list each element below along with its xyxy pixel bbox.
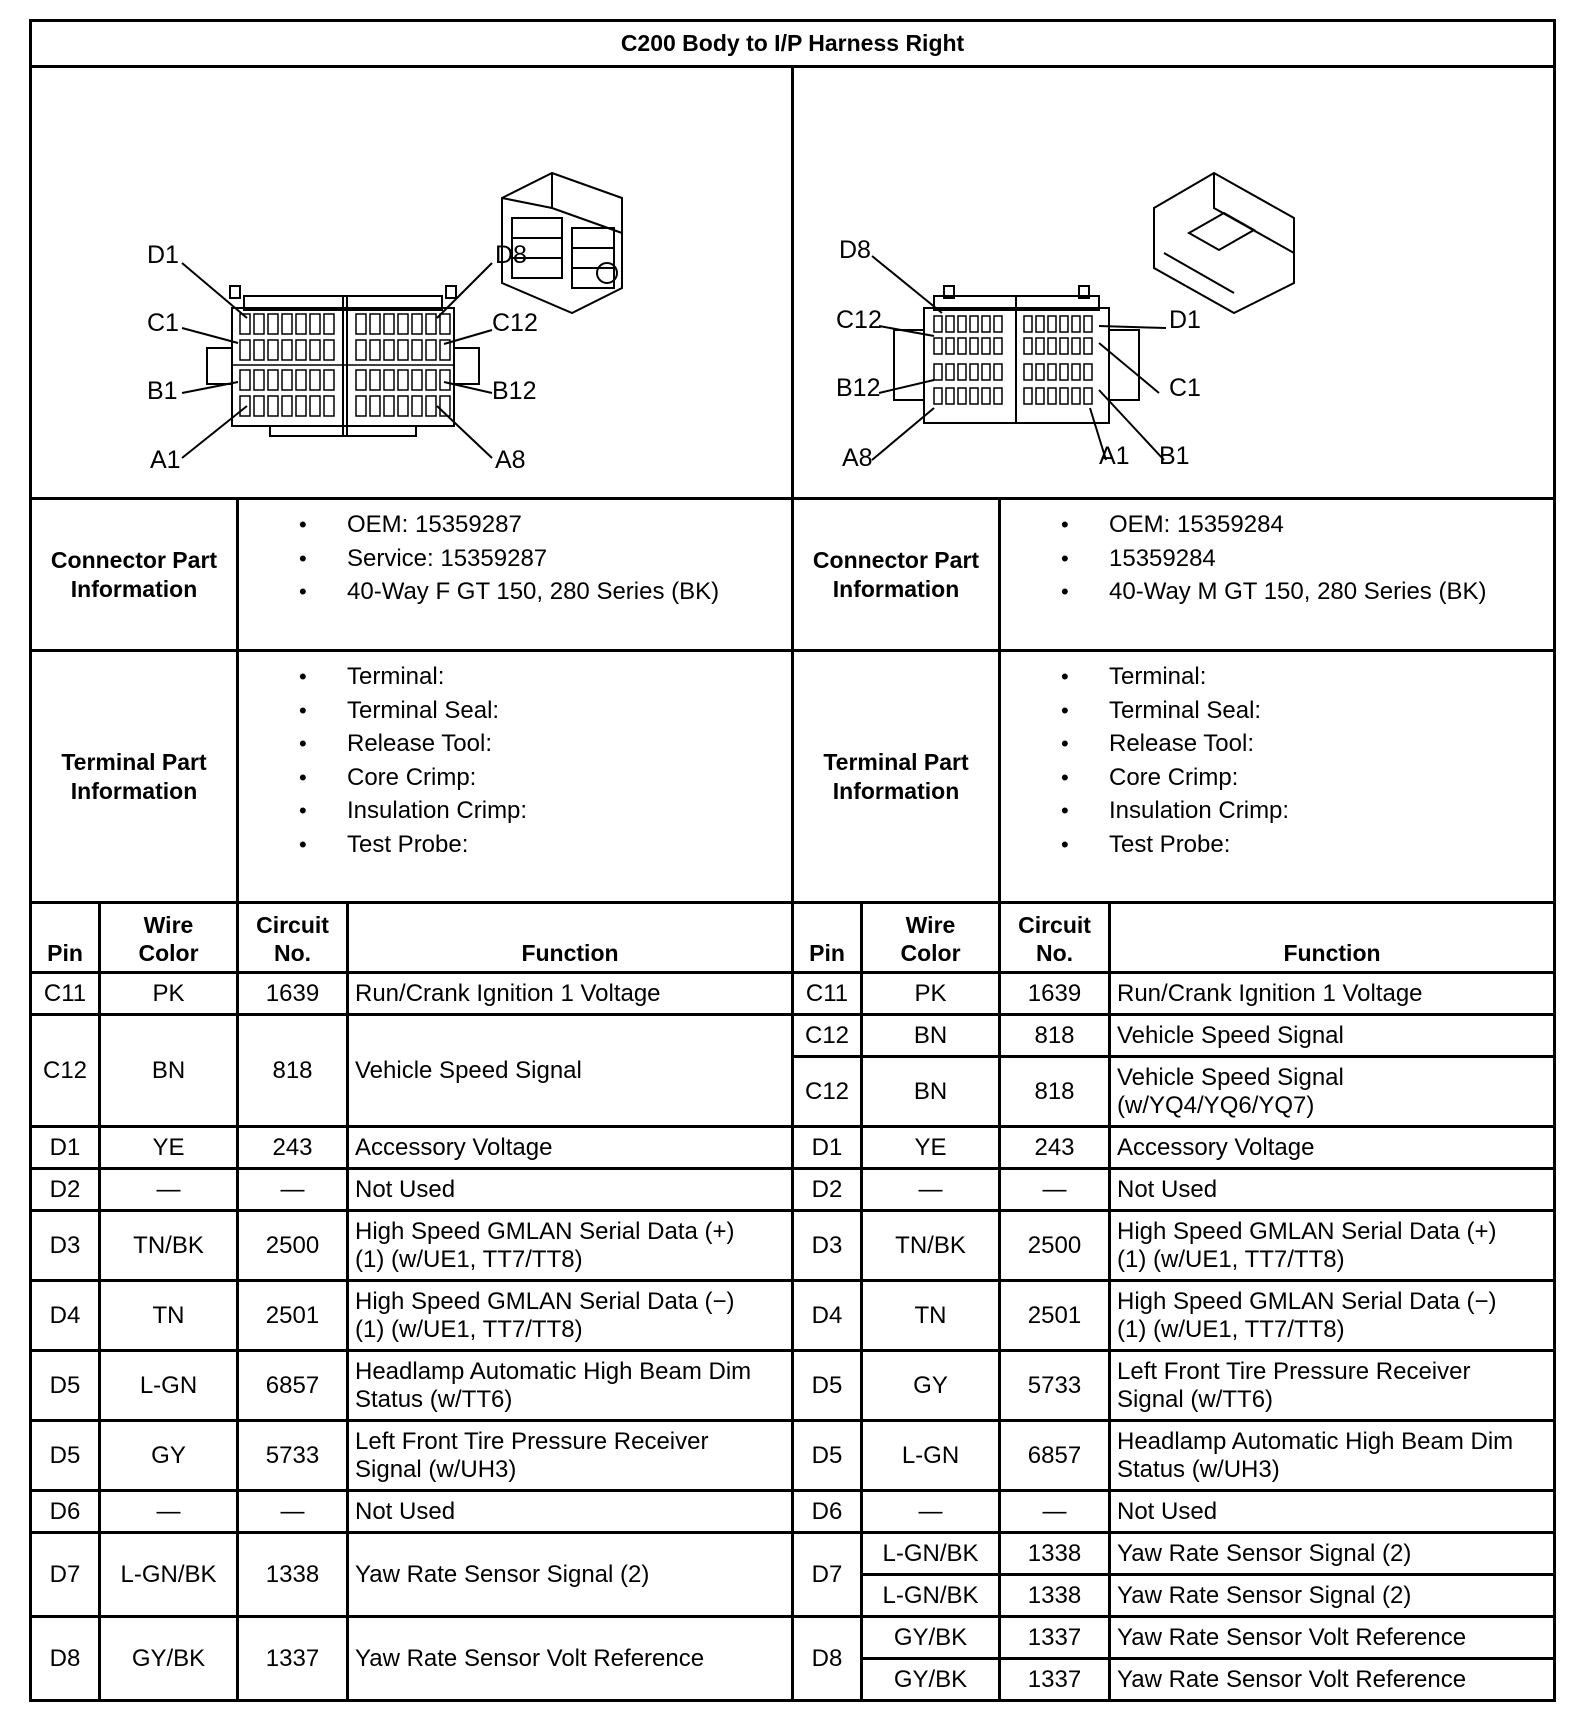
cell-wire: PK [100, 973, 238, 1015]
cell-function: Not Used [348, 1169, 793, 1211]
list-item: • 40-Way F GT 150, 280 Series (BK) [299, 575, 791, 609]
left-terminal-info [238, 651, 793, 903]
right-connector-info-label: Connector Part Information [793, 499, 1000, 651]
cell-wire: — [862, 1491, 1000, 1533]
cell-function: Yaw Rate Sensor Volt Reference [348, 1617, 793, 1701]
cell-circuit: 818 [1000, 1057, 1110, 1127]
cell-pin: C12 [31, 1015, 100, 1127]
right-label-d8: D8 [839, 236, 871, 264]
cell-circuit: 818 [238, 1015, 348, 1127]
cell-function: High Speed GMLAN Serial Data (+) (1) (w/UE1, TT7/TT8) [348, 1211, 793, 1281]
list-item: • Test Probe: [299, 828, 791, 862]
cell-function: High Speed GMLAN Serial Data (+) (1) (w/UE1, TT7/TT8) [1110, 1211, 1555, 1281]
table-row [31, 1127, 1555, 1169]
cell-function: Headlamp Automatic High Beam Dim Status (w/TT6) [348, 1351, 793, 1421]
right-terminal-info-label: Terminal Part Information [793, 651, 1000, 903]
right-terminal-info [1000, 651, 1555, 903]
cell-circuit: 1337 [238, 1617, 348, 1701]
cell-wire: GY/BK [100, 1617, 238, 1701]
cell-wire: BN [100, 1015, 238, 1127]
column-header-circuit: Circuit No. [1000, 903, 1110, 973]
cell-function: Left Front Tire Pressure Receiver Signal (w/UH3) [348, 1421, 793, 1491]
cell-circuit: 243 [238, 1127, 348, 1169]
table-row [31, 1281, 1555, 1351]
cell-pin: D7 [793, 1533, 862, 1617]
cell-wire: TN/BK [100, 1211, 238, 1281]
cell-pin: D8 [31, 1617, 100, 1701]
cell-wire: L-GN/BK [100, 1533, 238, 1617]
cell-circuit: 1338 [1000, 1533, 1110, 1575]
cell-wire: GY/BK [862, 1617, 1000, 1659]
cell-function: Vehicle Speed Signal (w/YQ4/YQ6/YQ7) [1110, 1057, 1555, 1127]
left-connector-info-label: Connector Part Information [31, 499, 238, 651]
cell-circuit: 1338 [1000, 1575, 1110, 1617]
table-row [31, 1533, 1555, 1575]
cell-wire: L-GN [100, 1351, 238, 1421]
cell-function: Accessory Voltage [348, 1127, 793, 1169]
left-label-b1: B1 [147, 377, 178, 405]
cell-circuit: — [1000, 1491, 1110, 1533]
cell-function: Vehicle Speed Signal [1110, 1015, 1555, 1057]
cell-pin: D2 [31, 1169, 100, 1211]
right-connector-diagram [793, 67, 1555, 499]
column-header-row [31, 903, 1555, 973]
cell-pin: D4 [793, 1281, 862, 1351]
cell-pin: D5 [31, 1421, 100, 1491]
cell-pin: D5 [793, 1421, 862, 1491]
cell-circuit: 2501 [1000, 1281, 1110, 1351]
cell-circuit: — [238, 1491, 348, 1533]
right-label-d1: D1 [1169, 306, 1201, 334]
cell-function: Yaw Rate Sensor Signal (2) [348, 1533, 793, 1617]
cell-function: High Speed GMLAN Serial Data (−) (1) (w/UE1, TT7/TT8) [348, 1281, 793, 1351]
right-label-a8: A8 [842, 444, 873, 472]
list-item: • Core Crimp: [1061, 761, 1553, 795]
left-label-d1: D1 [147, 241, 179, 269]
cell-pin: D6 [793, 1491, 862, 1533]
cell-circuit: 1337 [1000, 1659, 1110, 1701]
cell-pin: D3 [793, 1211, 862, 1281]
left-connector-diagram [31, 67, 793, 499]
cell-pin: D1 [31, 1127, 100, 1169]
pinout-table [29, 19, 1556, 1702]
list-item: • OEM: 15359284 [1061, 508, 1553, 542]
cell-function: Not Used [348, 1491, 793, 1533]
list-item: • Insulation Crimp: [1061, 794, 1553, 828]
column-header-wire-color: Wire Color [862, 903, 1000, 973]
cell-circuit: 1338 [238, 1533, 348, 1617]
list-item: • Test Probe: [1061, 828, 1553, 862]
cell-circuit: — [238, 1169, 348, 1211]
cell-wire: GY [862, 1351, 1000, 1421]
table-row [31, 1169, 1555, 1211]
column-header-function: Function [348, 903, 793, 973]
left-label-d8: D8 [495, 241, 527, 269]
column-header-pin: Pin [793, 903, 862, 973]
cell-wire: PK [862, 973, 1000, 1015]
cell-function: Yaw Rate Sensor Volt Reference [1110, 1617, 1555, 1659]
right-label-c12: C12 [836, 306, 882, 334]
left-label-a8: A8 [495, 446, 526, 474]
cell-wire: L-GN/BK [862, 1575, 1000, 1617]
right-label-b1: B1 [1159, 442, 1190, 470]
cell-circuit: 243 [1000, 1127, 1110, 1169]
cell-function: Yaw Rate Sensor Signal (2) [1110, 1533, 1555, 1575]
cell-function: Run/Crank Ignition 1 Voltage [348, 973, 793, 1015]
cell-pin: C12 [793, 1057, 862, 1127]
cell-wire: TN [100, 1281, 238, 1351]
column-header-wire-color: Wire Color [100, 903, 238, 973]
list-item: • OEM: 15359287 [299, 508, 791, 542]
cell-pin: D1 [793, 1127, 862, 1169]
right-label-c1: C1 [1169, 374, 1201, 402]
cell-circuit: 5733 [238, 1421, 348, 1491]
right-label-b12: B12 [836, 374, 881, 402]
cell-pin: D3 [31, 1211, 100, 1281]
column-header-function: Function [1110, 903, 1555, 973]
cell-function: Headlamp Automatic High Beam Dim Status (w/UH3) [1110, 1421, 1555, 1491]
table-row [31, 1211, 1555, 1281]
cell-wire: — [862, 1169, 1000, 1211]
left-terminal-info-label: Terminal Part Information [31, 651, 238, 903]
right-label-a1: A1 [1099, 442, 1130, 470]
cell-circuit: 6857 [1000, 1421, 1110, 1491]
cell-function: Not Used [1110, 1491, 1555, 1533]
list-item: • 15359284 [1061, 542, 1553, 576]
list-item: • Release Tool: [1061, 727, 1553, 761]
cell-wire: YE [862, 1127, 1000, 1169]
table-row [31, 1015, 1555, 1057]
cell-pin: D4 [31, 1281, 100, 1351]
table-row [31, 1421, 1555, 1491]
cell-function: Accessory Voltage [1110, 1127, 1555, 1169]
cell-circuit: 2500 [1000, 1211, 1110, 1281]
cell-wire: TN [862, 1281, 1000, 1351]
cell-function: Yaw Rate Sensor Signal (2) [1110, 1575, 1555, 1617]
cell-pin: D8 [793, 1617, 862, 1701]
cell-wire: BN [862, 1057, 1000, 1127]
left-label-c12: C12 [492, 309, 538, 337]
cell-pin: D2 [793, 1169, 862, 1211]
table-row [31, 1491, 1555, 1533]
cell-pin: D5 [31, 1351, 100, 1421]
cell-wire: L-GN/BK [862, 1533, 1000, 1575]
cell-circuit: 6857 [238, 1351, 348, 1421]
cell-function: Run/Crank Ignition 1 Voltage [1110, 973, 1555, 1015]
cell-function: Not Used [1110, 1169, 1555, 1211]
page-title: C200 Body to I/P Harness Right [31, 21, 1555, 67]
list-item: • Release Tool: [299, 727, 791, 761]
left-label-a1: A1 [150, 446, 181, 474]
cell-wire: L-GN [862, 1421, 1000, 1491]
table-row [31, 1617, 1555, 1659]
list-item: • Terminal Seal: [1061, 694, 1553, 728]
right-connector-info [1000, 499, 1555, 651]
cell-wire: BN [862, 1015, 1000, 1057]
left-connector-info [238, 499, 793, 651]
table-row [31, 973, 1555, 1015]
list-item: • Terminal: [1061, 660, 1553, 694]
cell-circuit: 2501 [238, 1281, 348, 1351]
cell-wire: GY/BK [862, 1659, 1000, 1701]
cell-circuit: 2500 [238, 1211, 348, 1281]
cell-wire: YE [100, 1127, 238, 1169]
cell-pin: D7 [31, 1533, 100, 1617]
cell-function: High Speed GMLAN Serial Data (−) (1) (w/UE1, TT7/TT8) [1110, 1281, 1555, 1351]
list-item: • Core Crimp: [299, 761, 791, 795]
list-item: • Terminal: [299, 660, 791, 694]
table-row [31, 1351, 1555, 1421]
cell-pin: C11 [31, 973, 100, 1015]
cell-function: Vehicle Speed Signal [348, 1015, 793, 1127]
column-header-circuit: Circuit No. [238, 903, 348, 973]
cell-pin: C12 [793, 1015, 862, 1057]
cell-circuit: 5733 [1000, 1351, 1110, 1421]
cell-pin: D5 [793, 1351, 862, 1421]
list-item: • Service: 15359287 [299, 542, 791, 576]
cell-pin: D6 [31, 1491, 100, 1533]
cell-wire: GY [100, 1421, 238, 1491]
cell-wire: — [100, 1491, 238, 1533]
cell-circuit: — [1000, 1169, 1110, 1211]
cell-pin: C11 [793, 973, 862, 1015]
cell-circuit: 1639 [1000, 973, 1110, 1015]
left-label-c1: C1 [147, 309, 179, 337]
cell-wire: TN/BK [862, 1211, 1000, 1281]
cell-circuit: 1337 [1000, 1617, 1110, 1659]
cell-wire: — [100, 1169, 238, 1211]
list-item: • 40-Way M GT 150, 280 Series (BK) [1061, 575, 1553, 609]
left-label-b12: B12 [492, 377, 537, 405]
cell-function: Yaw Rate Sensor Volt Reference [1110, 1659, 1555, 1701]
column-header-pin: Pin [31, 903, 100, 973]
list-item: • Terminal Seal: [299, 694, 791, 728]
list-item: • Insulation Crimp: [299, 794, 791, 828]
cell-circuit: 1639 [238, 973, 348, 1015]
cell-function: Left Front Tire Pressure Receiver Signal (w/TT6) [1110, 1351, 1555, 1421]
cell-circuit: 818 [1000, 1015, 1110, 1057]
